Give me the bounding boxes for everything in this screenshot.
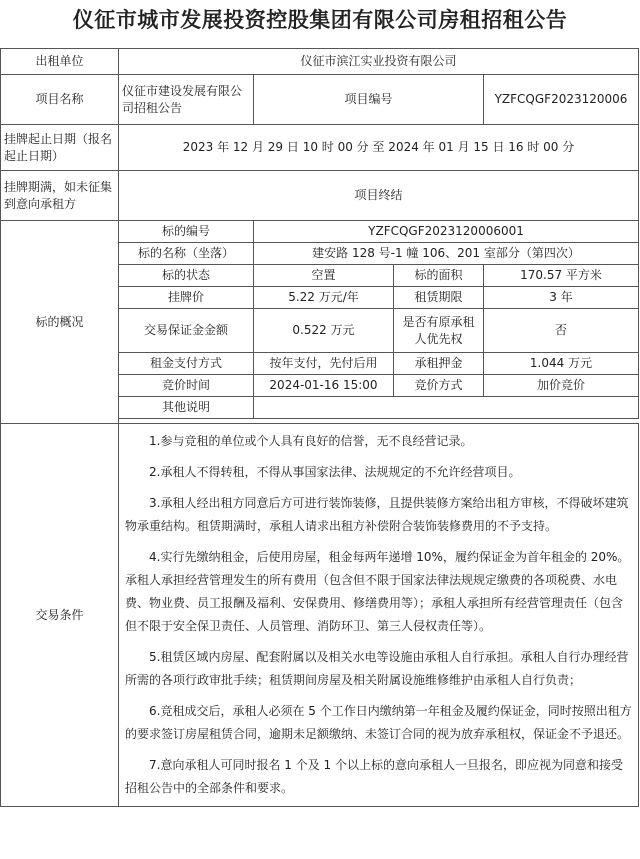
term-item: 4.实行先缴纳租金，后使用房屋，租金每两年递增 10%，履约保证金为首年租金的 20%。承租人承担经营管理发生的所有费用（包含但不限于国家法律法规规定缴费的各项税费、水电费、物业费、员工报酬及福利、安保费用、修缮费用等）；承租人承担所有经营管理责任（包含但不限于安全保卫责任、人员管理、消防环卫、第三人侵权责任等）。	[125, 550, 630, 633]
target-no-label: 标的编号	[119, 221, 254, 243]
payment-value: 按年支付，先付后用	[254, 353, 394, 375]
project-no-label: 项目编号	[254, 75, 484, 125]
term-item: 6.竞租成交后，承租人必须在 5 个工作日内缴纳第一年租金及履约保证金，同时按照出租方的要求签订房屋租赁合同，逾期未足额缴纳、未签订合同的视为放弃承租权，保证金不予退还。	[125, 704, 632, 741]
term-item: 7.意向承租人可同时报名 1 个及 1 个以上标的意向承租人一旦报名，即应视为同意和接受招租公告中的全部条件和要求。	[125, 758, 623, 795]
priority-value: 否	[484, 309, 639, 353]
project-name-value: 仪征市建设发展有限公司招租公告	[119, 75, 254, 125]
target-name-label: 标的名称（坐落）	[119, 243, 254, 265]
overview-label: 标的概况	[1, 221, 119, 424]
lease-deposit-value: 1.044 万元	[484, 353, 639, 375]
listing-period-value: 2023 年 12 月 29 日 10 时 00 分 至 2024 年 01 月 15 日 16 时 00 分	[119, 125, 639, 171]
project-name-label: 项目名称	[1, 75, 119, 125]
payment-label: 租金支付方式	[119, 353, 254, 375]
target-name-value: 建安路 128 号-1 幢 106、201 室部分（第四次）	[254, 243, 639, 265]
page-title: 仪征市城市发展投资控股集团有限公司房租招租公告	[72, 7, 568, 32]
term-item: 1.参与竞租的单位或个人具有良好的信誉，无不良经营记录。	[149, 434, 473, 448]
deposit-label: 交易保证金金额	[119, 309, 254, 353]
project-no-value: YZFCQGF2023120006	[484, 75, 639, 125]
no-bidder-value: 项目终结	[119, 171, 639, 221]
bid-method-value: 加价竞价	[484, 375, 639, 397]
bid-time-label: 竞价时间	[119, 375, 254, 397]
other-value	[254, 397, 639, 419]
deposit-value: 0.522 万元	[254, 309, 394, 353]
priority-label: 是否有原承租人优先权	[394, 309, 484, 353]
terms-content	[119, 424, 639, 807]
term-item: 3.承租人经出租方同意后方可进行装饰装修，且提供装修方案给出租方审核，不得破坏建筑物承重结构。租赁期满时，承租人请求出租方补偿附合装饰装修费用的不予支持。	[125, 496, 629, 533]
listing-period-label: 挂牌起止日期（报名起止日期）	[1, 125, 119, 171]
target-no-value: YZFCQGF2023120006001	[254, 221, 639, 243]
lease-term-label: 租赁期限	[394, 287, 484, 309]
no-bidder-label: 挂牌期满，如未征集到意向承租方	[1, 171, 119, 221]
lessor-value: 仪征市滨江实业投资有限公司	[119, 49, 639, 75]
terms-label: 交易条件	[1, 424, 119, 807]
term-item: 5.租赁区域内房屋、配套附属以及相关水电等设施由承租人自行承担。承租人自行办理经营所需的各项行政审批手续；租赁期间房屋及相关附属设施维修维护由承租人自行负责；	[125, 650, 629, 687]
other-label: 其他说明	[119, 397, 254, 419]
listing-price-value: 5.22 万元/年	[254, 287, 394, 309]
bid-time-value: 2024-01-16 15:00	[254, 375, 394, 397]
status-label: 标的状态	[119, 265, 254, 287]
area-value: 170.57 平方米	[484, 265, 639, 287]
lease-deposit-label: 承租押金	[394, 353, 484, 375]
status-value: 空置	[254, 265, 394, 287]
lease-term-value: 3 年	[484, 287, 639, 309]
lessor-label: 出租单位	[1, 49, 119, 75]
notice-table	[0, 48, 639, 807]
area-label: 标的面积	[394, 265, 484, 287]
term-item: 2.承租人不得转租，不得从事国家法律、法规规定的不允许经营项目。	[149, 465, 521, 479]
bid-method-label: 竞价方式	[394, 375, 484, 397]
listing-price-label: 挂牌价	[119, 287, 254, 309]
